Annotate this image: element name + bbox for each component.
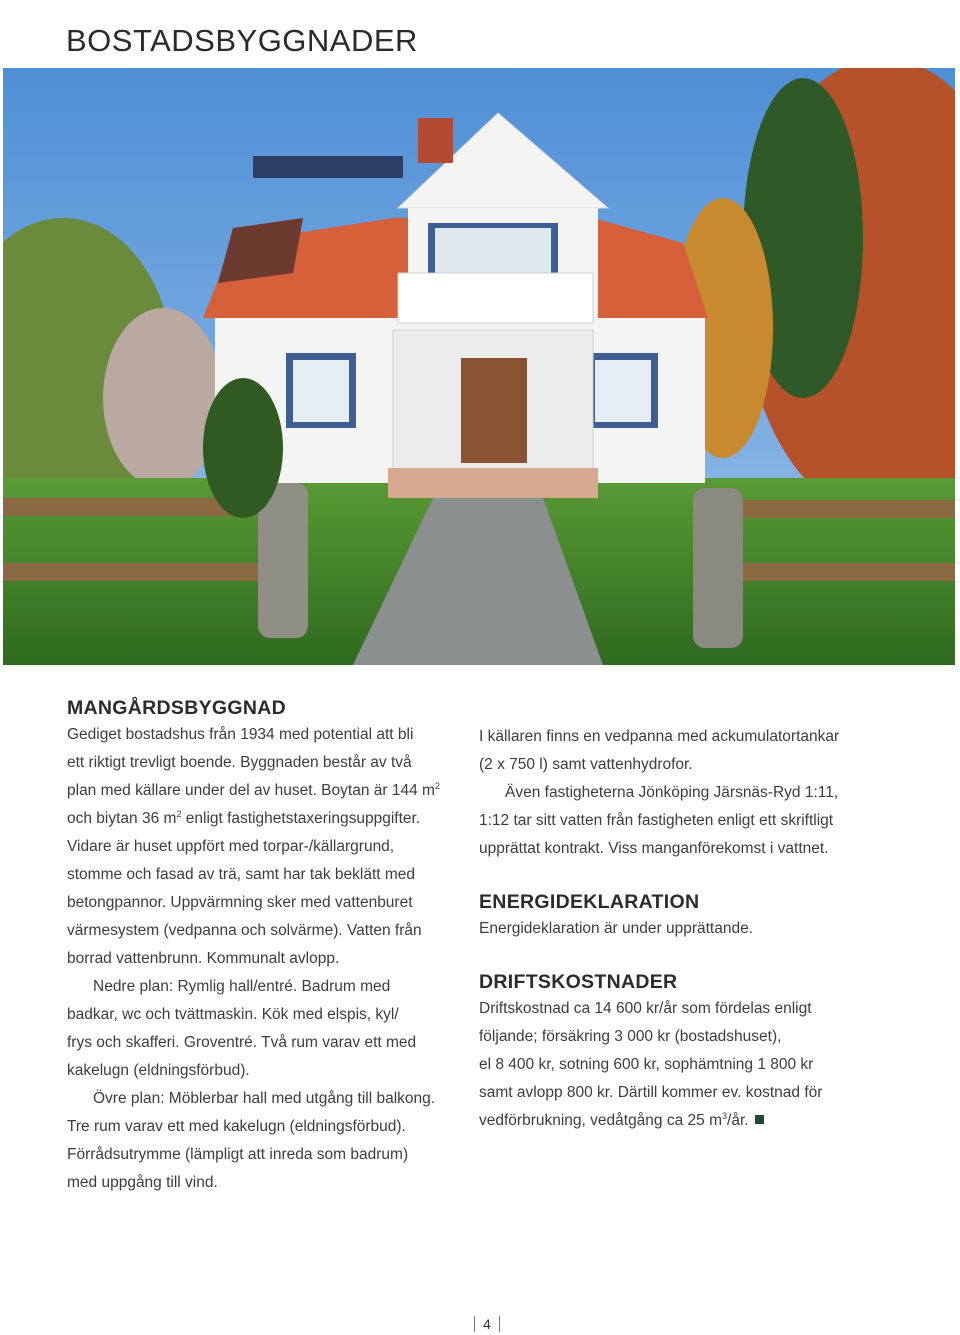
body-line: upprättat kontrakt. Viss manganförekomst i vattnet. [479,840,829,857]
body-line: vedförbrukning, vedåtgång ca 25 $m^3/år$. [479,1107,889,1135]
page-number-value: 4 [483,1316,491,1332]
right-column [479,723,889,1135]
body-line: plan med källare under del av huset. Boytan är 144 $m^2$ [67,780,440,799]
end-mark-icon [755,1115,764,1124]
section-heading-driftskostnader: DRIFTSKOSTNADER [479,971,678,993]
section-heading-energideklaration: ENERGIDEKLARATION [479,891,700,913]
body-line: och biytan 36 $m^2$ enligt fastighetstaxeringsuppgifter. [67,808,421,827]
superscript: 3 [722,1110,728,1121]
house-photo [3,68,955,665]
body-line: badkar, wc och tvättmaskin. Kök med elspis, kyl/ [67,1006,399,1023]
superscript: 2 [176,808,182,819]
divider [474,1316,475,1332]
body-line: stomme och fasad av trä, samt har tak beklätt med [67,866,416,883]
page-title: BOSTADSBYGGNADER [66,22,418,58]
body-line: Tre rum varav ett med kakelugn (eldningsförbud). [67,1118,406,1135]
body-line: Driftskostnad ca 14 600 kr/år som fördelas enligt [479,1000,812,1017]
divider [499,1316,500,1332]
body-line: 1:12 tar sitt vatten från fastigheten enligt ett skriftligt [479,812,834,829]
body-line: Övre plan: Möblerbar hall med utgång till balkong. [93,1090,436,1107]
body-line: Förrådsutrymme (lämpligt att inreda som badrum) [67,1146,409,1163]
left-column [67,695,462,1197]
body-line: med uppgång till vind. [67,1174,218,1191]
body-line: kakelugn (eldningsförbud). [67,1062,250,1079]
body-line: Även fastigheterna Jönköping Järsnäs-Ryd 1:11, [505,784,839,801]
body-line: betongpannor. Uppvärmning sker med vattenburet [67,894,413,911]
house-photo-icon [3,68,955,665]
body-line: I källaren finns en vedpanna med ackumulatortankar [479,728,840,745]
section-heading-mangardsbyggnad: MANGÅRDSBYGGNAD [67,697,286,719]
body-line: ett riktigt trevligt boende. Byggnaden består av två [67,754,412,771]
page-number [466,1316,508,1332]
body-line: värmesystem (vedpanna och solvärme). Vatten från [67,922,422,939]
body-line: frys och skafferi. Groventré. Två rum varav ett med [67,1034,417,1051]
body-line: Nedre plan: Rymlig hall/entré. Badrum med [93,978,391,995]
body-line: Gediget bostadshus från 1934 med potential att bli [67,726,414,743]
body-line: borrad vattenbrunn. Kommunalt avlopp. [67,950,340,967]
body-line: Energideklaration är under upprättande. [479,920,754,937]
body-line: el 8 400 kr, sotning 600 kr, sophämtning 1 800 kr [479,1056,814,1073]
superscript: 2 [434,780,440,791]
body-line: Vidare är huset uppfört med torpar-/källargrund, [67,838,395,855]
body-line: samt avlopp 800 kr. Därtill kommer ev. kostnad för [479,1084,823,1101]
body-line: följande; försäkring 3 000 kr (bostadshuset), [479,1028,782,1045]
body-line: (2 x 750 l) samt vattenhydrofor. [479,756,693,773]
